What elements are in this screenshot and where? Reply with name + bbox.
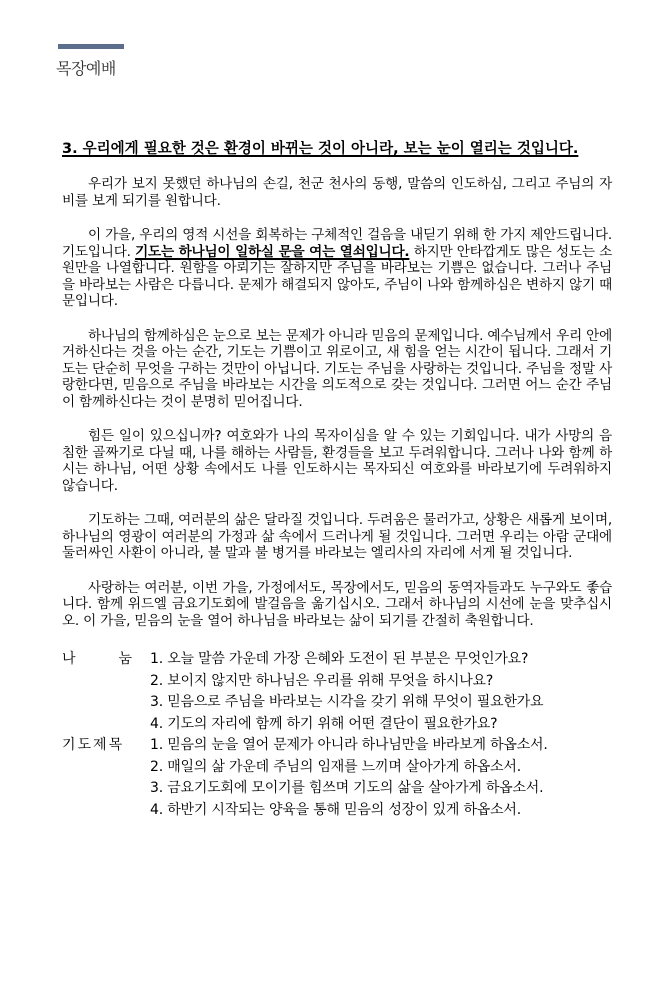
sharing-item: 2. 보이지 않지만 하나님은 우리를 위해 무엇을 하시나요? [150,672,494,689]
sharing-item: 3. 믿음으로 주님을 바라보는 시각을 갖기 위해 무엇이 필요한가요 [150,694,544,710]
paragraph-3: 하나님의 함께하심은 눈으로 보는 문제가 아니라 믿음의 문제입니다. 예수님께서 우리 안에 거하신다는 것을 아는 순간, 기도는 기쁨이고 위로이고, 새 힘을 얻는 시간이 됩니다. 그래서 기도는 단순히 무엇을 구하는 것만이 아닙니다. 기도는 주님을 사랑하는 것입니다. 주님을 정말 사랑한다면, 믿음으로 주님을 바라보는 시간을 의도적으로 갖는 것입니다. 그러면 어느 순간 주님이 함께하신다는 것이 분명히 믿어집니다. [62,327,612,410]
sharing-row-4 [62,714,612,736]
sharing-label-char-1: 나 [62,651,78,667]
paragraph-2-rest: 하지만 안타깝게도 많은 성도는 소원만을 나열합니다. 원함을 아뢰기는 잘하지만 주님을 바라보는 기쁨은 없습니다. 그러나 주님을 바라보는 사람은 다릅니다. 문제가 해결되지 않아도, 주님이 나와 함께하심은 변하지 않기 때문입니다. [62,243,612,309]
paragraph-1: 우리가 보지 못했던 하나님의 손길, 천군 천사의 동행, 말씀의 인도하심, 그리고 주님의 자비를 보게 되기를 원합니다. [62,176,612,209]
prayer-row-4 [62,800,612,822]
sharing-row-3 [62,692,612,714]
prayer-label: 기도제목 [62,737,125,753]
prayer-row-2 [62,757,612,779]
sharing-row-2 [62,671,612,693]
sharing-item: 1. 오늘 말씀 가운데 가장 은혜와 도전이 된 부분은 무엇인가요? [150,651,529,667]
paragraph-2-intro: 이 가을, 우리의 영적 시선을 회복하는 구체적인 걸음을 내딛기 위해 한 가지 제안드립니다. 기도입니다. [62,227,612,260]
sharing-label [62,649,134,671]
prayer-item: 2. 매일의 삶 가운데 주님의 임재를 느끼며 살아가게 하옵소서. [150,758,521,775]
sharing-label-char-2: 눔 [118,651,134,667]
header-label: 목장예배 [56,59,116,78]
header-accent-bar [58,44,124,49]
prayer-row-1 [62,735,612,757]
document-body [62,140,612,821]
sharing-row-1 [62,649,612,671]
paragraph-2-highlight: 기도는 하나님이 일하실 문을 여는 열쇠입니다. [135,243,410,260]
paragraph-4: 힘든 일이 있으십니까? 여호와가 나의 목자이심을 알 수 있는 기회입니다. 내가 사망의 음침한 골짜기로 다닐 때, 나를 해하는 사람들, 환경들을 보고 두려워합니다. 그러나 나와 함께 하시는 하나님, 어떤 상황 속에서도 나를 인도하시는 목자되신 여호와를 바라보기에 두려워하지 않습니다. [62,428,612,494]
prayer-item: 4. 하반기 시작되는 양육을 통해 믿음의 성장이 있게 하옵소서. [150,801,521,818]
prayer-row-3 [62,778,612,800]
prayer-item: 1. 믿음의 눈을 열어 문제가 아니라 하나님만을 바라보게 하옵소서. [150,737,548,753]
prayer-item: 3. 금요기도회에 모이기를 힘쓰며 기도의 삶을 살아가게 하옵소서. [150,780,544,796]
sharing-item: 4. 기도의 자리에 함께 하기 위해 어떤 결단이 필요한가요? [150,715,498,732]
paragraph-6: 사랑하는 여러분, 이번 가을, 가정에서도, 목장에서도, 믿음의 동역자들과도 누구와도 좋습니다. 함께 위드엘 금요기도회에 발걸음을 옮기십시오. 그래서 하나님의 시선에 눈을 맞추십시오. 이 가을, 믿음의 눈을 열어 하나님을 바라보는 삶이 되기를 간절히 축원합니다. [62,579,612,629]
paragraph-2 [62,227,612,310]
section-title: 3. 우리에게 필요한 것은 환경이 바뀌는 것이 아니라, 보는 눈이 열리는 것입니다. [62,141,579,157]
paragraph-5: 기도하는 그때, 여러분의 삶은 달라질 것입니다. 두려움은 물러가고, 상황은 새롭게 보이며, 하나님의 영광이 여러분의 가정과 삶 속에서 드러나게 될 것입니다. 그러면 우리는 아람 군대에 둘러싸인 사환이 아니라, 불 말과 불 병거를 바라보는 엘리사의 자리에 서게 될 것입니다. [62,512,612,561]
sharing-section [62,649,612,821]
